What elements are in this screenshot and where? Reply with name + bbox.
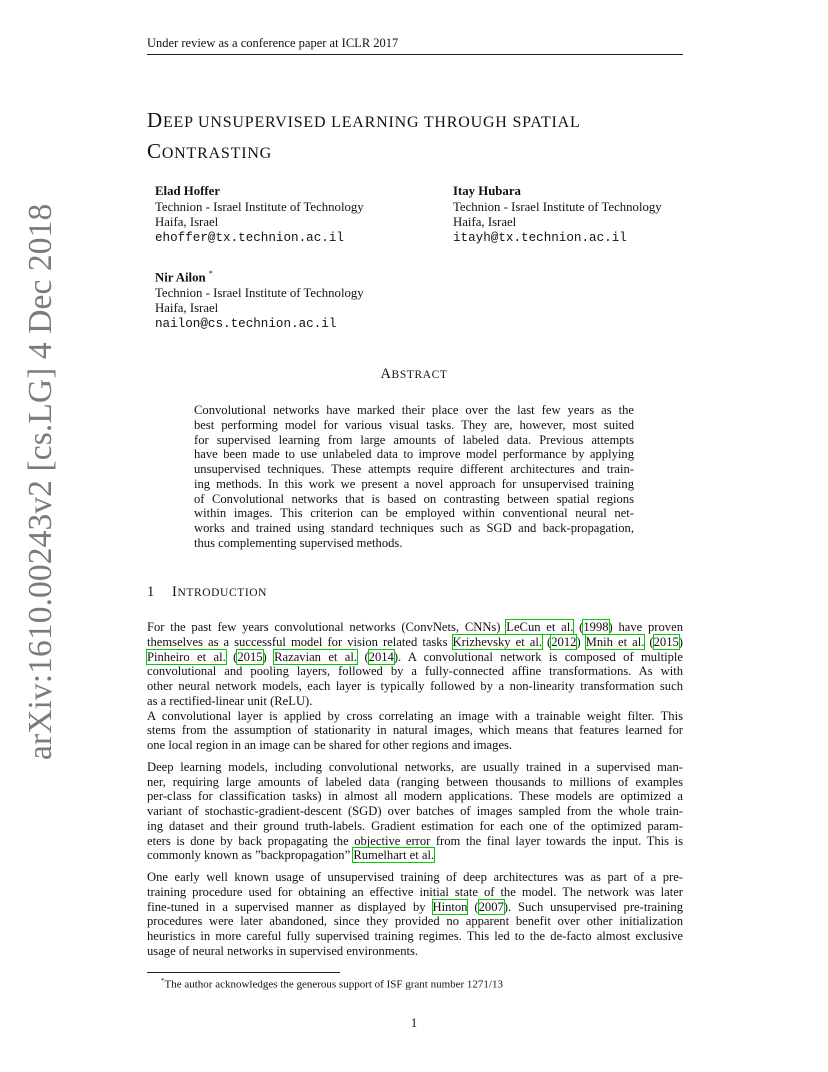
citation-link[interactable]: 1998 (583, 620, 609, 634)
abstract-heading-rest: BSTRACT (391, 369, 448, 381)
text-run: ( (357, 649, 369, 664)
paper-title (147, 106, 707, 168)
citation-link[interactable]: 2014 (368, 649, 394, 664)
citation-link[interactable]: Rumelhart et al. (353, 848, 435, 863)
text-line (147, 760, 683, 775)
text-line (147, 694, 683, 709)
text-line (147, 900, 683, 915)
citation-link[interactable]: Pinheiro et al. (147, 649, 226, 664)
paragraph (147, 709, 683, 753)
paragraph (147, 620, 683, 709)
text-run: variant of stochastic-gradient-descent (SGD) over batches of images sampled from the whole train- (147, 804, 683, 818)
text-line (147, 834, 683, 849)
footnote-rule (147, 972, 340, 973)
paragraph (147, 760, 683, 863)
footnote (161, 977, 503, 991)
abstract-line: works and trained using standard techniques such as SGD and back-propagation, (194, 521, 634, 535)
section-heading (147, 584, 267, 601)
text-run: ) (678, 634, 683, 649)
text-run: ). Such unsupervised pre-training (503, 899, 683, 914)
text-line (147, 709, 683, 724)
text-line (147, 929, 683, 944)
author-email[interactable]: nailon@cs.technion.ac.il (155, 316, 337, 331)
text-run: ) (576, 634, 586, 649)
text-line (147, 723, 683, 738)
text-line (147, 679, 683, 694)
text-run: one local region in an image can be shared for other regions and images. (147, 738, 513, 752)
abstract-line: best performing model for various visual tasks. They are, however, most suited (194, 417, 634, 432)
footnote-text: The author acknowledges the generous support of ISF grant number 1271/13 (164, 978, 503, 991)
citation-link[interactable]: 2015 (653, 634, 679, 649)
author-location: Haifa, Israel (155, 215, 219, 229)
author-block (155, 266, 364, 332)
text-run: One early well known usage of unsupervised training of deep architectures was as part of a pre- (147, 870, 683, 884)
text-run: ( (225, 649, 238, 664)
section-number: 1 (147, 584, 155, 600)
text-run: training procedure used for obtaining an effective initial state of the model. The network was later (147, 884, 683, 899)
text-run: other neural network models, each layer is typically followed by a non-linearity transformation such (147, 679, 683, 693)
section-title-rest: NTRODUCTION (177, 587, 268, 599)
citation-link[interactable]: Razavian et al. (274, 649, 358, 664)
text-line (147, 848, 683, 863)
running-header: Under review as a conference paper at ICLR 2017 (147, 36, 683, 55)
paragraph (147, 870, 683, 959)
text-line (147, 620, 683, 635)
author-affiliation: Technion - Israel Institute of Technology (155, 285, 364, 300)
text-run: ( (467, 899, 479, 914)
author-name: Elad Hoffer (155, 184, 221, 198)
text-line (147, 738, 683, 753)
text-run: ) (262, 649, 275, 664)
author-block (155, 184, 364, 246)
text-line (147, 789, 683, 804)
introduction-body (147, 620, 683, 959)
author-name: Nir Ailon (155, 270, 206, 285)
footnote-marker[interactable]: * (208, 269, 213, 278)
abstract-line: ing methods. In this work we present a novel approach for unsupervised training (194, 476, 634, 491)
abstract-heading (0, 366, 828, 383)
abstract-line: have been made to use unlabeled data to improve model performance by applying (194, 447, 634, 462)
author-affiliation: Technion - Israel Institute of Technology (155, 199, 364, 214)
text-run: ( (573, 620, 584, 634)
citation-link[interactable]: 2007 (478, 899, 504, 914)
abstract-line: for supervised learning from large amounts of labeled data. Previous attempts (194, 432, 634, 447)
text-line (147, 944, 683, 959)
text-run: ing dataset and their ground truth-labels. Gradient estimation for each one of the optimized param- (147, 818, 683, 833)
text-line (147, 870, 683, 885)
author-email[interactable]: ehoffer@tx.technion.ac.il (155, 230, 344, 245)
text-run: convolutional and pooling layers, followed by a fully-connected affine transformations. As with (147, 664, 683, 679)
text-line (147, 775, 683, 790)
section-title-initial: I (172, 584, 178, 600)
author-location: Haifa, Israel (155, 301, 219, 316)
text-run: ner, requiring large amounts of labeled data (ranging between thousands to millions of examples (147, 774, 683, 789)
text-run: eters is done by back propagating the objective error from the final layer towards the input. This is (147, 833, 683, 848)
abstract-line: of Convolutional networks that is based on contrasting between spatial regions (194, 491, 634, 506)
text-run: A convolutional layer is applied by cross correlating an image with a trainable weight filter. This (147, 708, 683, 723)
footnote-mark: * (161, 977, 165, 985)
text-line (147, 804, 683, 819)
text-line (147, 819, 683, 834)
citation-link[interactable]: 2015 (237, 649, 263, 664)
title-initial-1: D (147, 108, 163, 132)
abstract-line: Convolutional networks have marked their place over the last few years as the (194, 403, 634, 417)
abstract-heading-initial: A (380, 366, 392, 382)
citation-link[interactable]: LeCun et al. (506, 620, 574, 634)
text-run: Deep learning models, including convolutional networks, are usually trained in a supervised man- (147, 759, 683, 774)
text-run: ) have proven (608, 620, 683, 634)
arxiv-sidebar-stamp: arXiv:1610.00243v2 [cs.LG] 4 Dec 2018 (22, 203, 59, 760)
text-run: per-class for classification tasks) in almost all modern applications. These models are optimized a (147, 789, 683, 804)
abstract-line: unsupervised techniques. These attempts require different architectures and train- (194, 462, 634, 476)
text-line (147, 650, 683, 665)
author-block (453, 184, 662, 246)
text-run: fine-tuned in a supervised manner as displayed by (147, 899, 433, 914)
text-run: procedures were later abandoned, since they provided no apparent benefit over other initialization (147, 914, 683, 929)
text-line (147, 635, 683, 650)
citation-link[interactable]: Mnih et al. (585, 634, 645, 649)
title-line-2: ONTRASTING (161, 145, 273, 162)
text-line (147, 914, 683, 929)
abstract-line: within images. This criterion can be employed within conventional neural net- (194, 506, 634, 521)
text-run: stems from the assumption of stationarity in natural images, which means that features learned for (147, 723, 683, 738)
text-run: usage of neural networks in supervised environments. (147, 943, 419, 958)
title-line-1: EEP UNSUPERVISED LEARNING THROUGH SPATIAL (162, 114, 581, 131)
author-email[interactable]: itayh@tx.technion.ac.il (453, 230, 627, 245)
citation-link[interactable]: Hinton (432, 899, 468, 914)
text-run: ( (542, 634, 552, 649)
text-run: heuristics in more careful fully supervised training regimes. This led to the de-facto almost exclusive (147, 929, 683, 943)
text-run: ( (644, 634, 654, 649)
author-affiliation: Technion - Israel Institute of Technology (453, 199, 662, 214)
text-line (147, 885, 683, 900)
author-name: Itay Hubara (453, 184, 521, 198)
title-initial-2: C (147, 139, 162, 163)
text-run: commonly known as ”backpropagation” (147, 848, 354, 863)
text-line (147, 664, 683, 679)
text-run: themselves as a successful model for vision related tasks (147, 634, 453, 649)
text-run: as a rectified-linear unit (ReLU). (147, 693, 313, 708)
text-run: For the past few years convolutional networks (ConvNets, CNNs) (147, 620, 507, 634)
citation-link[interactable]: Krizhevsky et al. (452, 634, 543, 649)
citation-link[interactable]: 2012 (551, 634, 577, 649)
abstract-body (194, 403, 634, 551)
author-location: Haifa, Israel (453, 215, 517, 229)
text-run: ). A convolutional network is composed of multiple (393, 649, 683, 664)
abstract-line: thus complementing supervised methods. (194, 535, 403, 550)
page-number: 1 (410, 1016, 418, 1030)
